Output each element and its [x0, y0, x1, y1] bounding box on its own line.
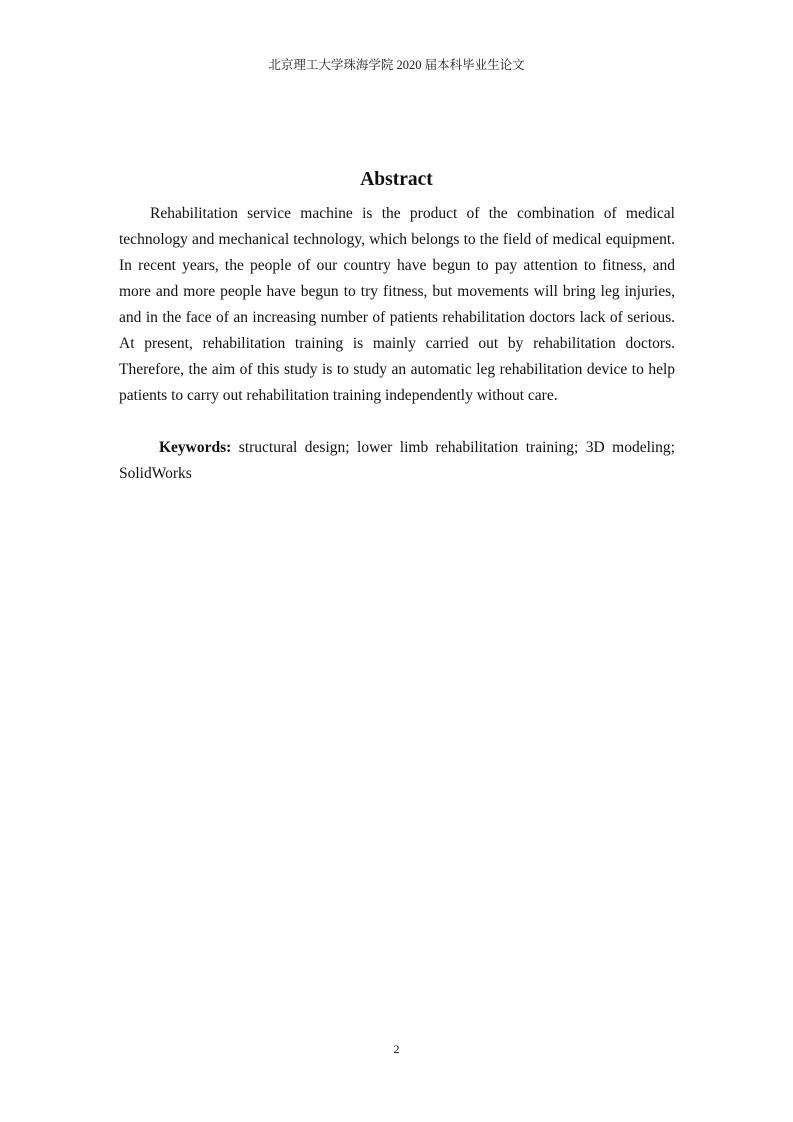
abstract-title: Abstract: [360, 169, 433, 190]
keywords-paragraph: [119, 435, 675, 487]
page-number: 2: [393, 1042, 400, 1056]
header-divider: [119, 80, 675, 81]
keywords-label: Keywords:: [159, 439, 232, 456]
page-header: 北京理工大学珠海学院 2020 届本科毕业生论文: [268, 58, 525, 72]
keywords-text: structural design; lower limb rehabilitation training; 3D modeling; SolidWorks: [119, 439, 675, 482]
abstract-body: Rehabilitation service machine is the product of the combination of medical technology and mechanical technology, which belongs to the field of medical equipment. In recent years, the people of our country have begun to pay attention to fitness, and more and more people have begun to try fitness, but movements will bring leg injuries, and in the face of an increasing number of patients rehabilitation doctors lack of serious. At present, rehabilitation training is mainly carried out by rehabilitation doctors. Therefore, the aim of this study is to study an automatic leg rehabilitation device to help patients to carry out rehabilitation training independently without care.: [119, 205, 675, 404]
